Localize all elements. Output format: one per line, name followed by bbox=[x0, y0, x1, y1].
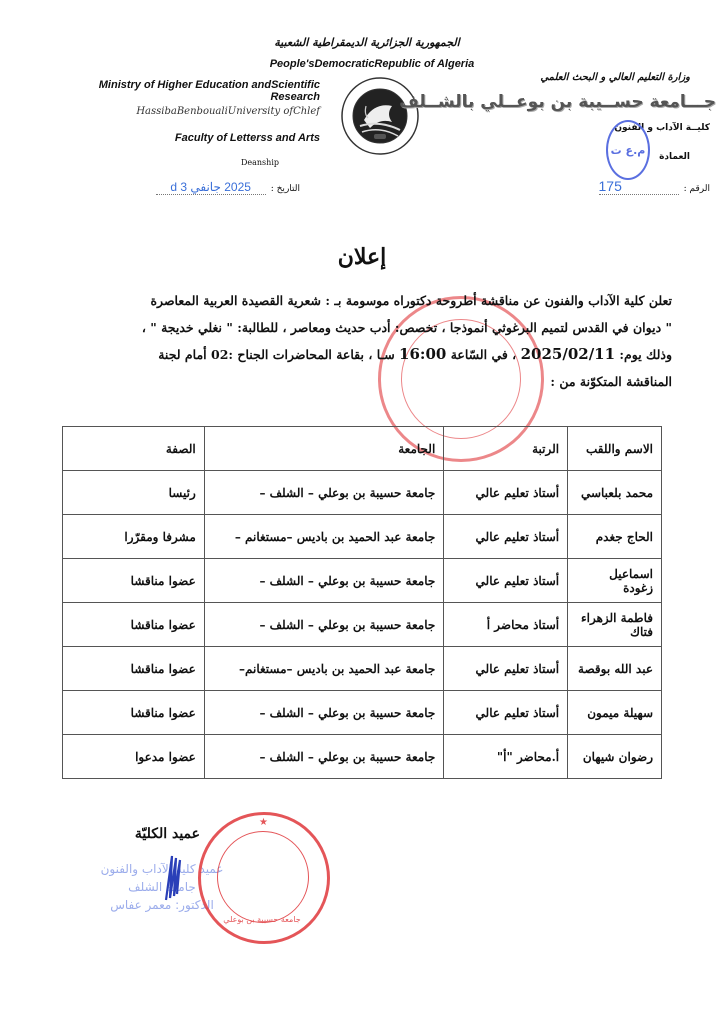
university-seal-icon bbox=[340, 76, 420, 156]
cell-university: جامعة حسيبة بن بوعلي – الشلف – bbox=[204, 603, 444, 647]
number-value: 175 bbox=[599, 178, 679, 195]
header-rank: الرتبة bbox=[444, 427, 568, 471]
cell-name: عبد الله بوقصة bbox=[568, 647, 662, 691]
jury-table bbox=[62, 426, 662, 779]
cell-name: محمد بلعباسي bbox=[568, 471, 662, 515]
cell-rank: أستاذ تعليم عالي bbox=[444, 471, 568, 515]
cell-university: جامعة حسيبة بن بوعلي – الشلف – bbox=[204, 559, 444, 603]
deanship-en: Deanship bbox=[240, 158, 279, 167]
number-label: الرقم : bbox=[683, 184, 710, 194]
cell-rank: أستاذ تعليم عالي bbox=[444, 691, 568, 735]
red-stamp-star-icon: ★ bbox=[259, 817, 268, 828]
cell-rank: أستاذ محاضر أ bbox=[444, 603, 568, 647]
received-stamp-text: م.ع ت bbox=[610, 143, 646, 157]
dean-stamp-line-2: جامعة الشلف bbox=[128, 880, 196, 894]
cell-name: اسماعيل زغودة bbox=[568, 559, 662, 603]
ministry-name-en: Ministry of Higher Education andScientific Research bbox=[98, 79, 320, 103]
table-row bbox=[63, 471, 662, 515]
signature-scribble-icon bbox=[158, 852, 188, 902]
cell-university: جامعة حسيبة بن بوعلي – الشلف – bbox=[204, 691, 444, 735]
line3-prefix: وذلك يوم: bbox=[619, 347, 672, 362]
cell-name: فاطمة الزهراء فتاك bbox=[568, 603, 662, 647]
cell-university: جامعة حسيبة بن بوعلي – الشلف – bbox=[204, 471, 444, 515]
received-stamp bbox=[606, 120, 650, 180]
announcement-line-3 bbox=[96, 341, 672, 368]
line3-mid: ، في السّاعة bbox=[450, 347, 517, 362]
red-stamp-bottom bbox=[198, 812, 330, 944]
cell-university: جامعة حسيبة بن بوعلي – الشلف – bbox=[204, 735, 444, 779]
cell-role: عضوا مناقشا bbox=[63, 603, 205, 647]
cell-role: عضوا مناقشا bbox=[63, 691, 205, 735]
announcement-body bbox=[96, 287, 672, 395]
university-name-en: HassibaBenboualiUniversity ofChlef bbox=[136, 106, 320, 117]
university-name-ar: جـــامعة حســيبة بن بوعــلي بالشــلف bbox=[399, 92, 716, 112]
cell-role: عضوا مناقشا bbox=[63, 559, 205, 603]
line3-suffix: سـا ، بقاعة المحاضرات الجناح :02 أمام لجنة bbox=[158, 347, 395, 362]
table-header-row bbox=[63, 427, 662, 471]
reference-number-field bbox=[580, 176, 710, 195]
ministry-name-ar: وزارة التعليم العالي و البحث العلمي bbox=[540, 72, 690, 83]
republic-name-ar: الجمهورية الجزائرية الديمقراطية الشعبية bbox=[274, 36, 460, 49]
defense-time: 16:00 bbox=[399, 345, 447, 363]
header-university: الجامعة bbox=[204, 427, 444, 471]
cell-rank: أ.محاضر "أ" bbox=[444, 735, 568, 779]
table-row bbox=[63, 603, 662, 647]
republic-name-en: People'sDemocraticRepublic of Algeria bbox=[269, 58, 475, 70]
table-row bbox=[63, 515, 662, 559]
red-stamp-bottom-inner-ring bbox=[217, 831, 309, 923]
cell-rank: أستاذ تعليم عالي bbox=[444, 559, 568, 603]
cell-name: الحاج جغدم bbox=[568, 515, 662, 559]
header-role: الصفة bbox=[63, 427, 205, 471]
date-value: 2025 جانفي 3 d bbox=[156, 180, 266, 195]
announcement-line-4: المناقشة المتكوّنة من : bbox=[550, 374, 672, 389]
announcement-line-1: تعلن كلية الآداب والفنون عن مناقشة أطروحة دكتوراه موسومة بـ : شعرية القصيدة العربية المعاصرة bbox=[150, 293, 672, 308]
table-row bbox=[63, 691, 662, 735]
cell-role: رئيسا bbox=[63, 471, 205, 515]
dean-stamp-line-3: الدكتور: معمر عفاس bbox=[110, 898, 214, 912]
cell-rank: أستاذ تعليم عالي bbox=[444, 647, 568, 691]
table-row bbox=[63, 647, 662, 691]
announcement-title: إعلان bbox=[337, 244, 387, 270]
table-row bbox=[63, 735, 662, 779]
announcement-line-2: " ديوان في القدس لتميم البرغوثي أنموذجا ، تخصص: أدب حديث ومعاصر ، للطالبة: " نغلي خديجة " ، bbox=[141, 320, 672, 335]
dean-signature bbox=[158, 852, 188, 902]
cell-name: رضوان شيهان bbox=[568, 735, 662, 779]
faculty-name-ar: كليــة الآداب و الفنون bbox=[614, 123, 710, 133]
cell-name: سهيلة ميمون bbox=[568, 691, 662, 735]
dean-title: عميد الكليّة bbox=[134, 826, 200, 842]
date-field bbox=[140, 176, 300, 195]
table-row bbox=[63, 559, 662, 603]
faculty-name-en: Faculty of Letterss and Arts bbox=[174, 132, 320, 144]
red-stamp-bottom-text: جامعة حسيبة بن بوعلي bbox=[223, 915, 301, 924]
dean-stamp-line-1: عميد كلية الآداب والفنون bbox=[100, 862, 224, 876]
date-label: التاريخ : bbox=[270, 184, 300, 194]
cell-role: مشرفا ومقرّرا bbox=[63, 515, 205, 559]
university-logo bbox=[340, 76, 420, 156]
cell-role: عضوا مناقشا bbox=[63, 647, 205, 691]
cell-university: جامعة عبد الحميد بن باديس –مستغانم – bbox=[204, 515, 444, 559]
deanship-ar: العمادة bbox=[659, 152, 690, 162]
cell-university: جامعة عبد الحميد بن باديس –مستغانم– bbox=[204, 647, 444, 691]
header-name: الاسم واللقب bbox=[568, 427, 662, 471]
cell-rank: أستاذ تعليم عالي bbox=[444, 515, 568, 559]
defense-date: 2025/02/11 bbox=[520, 345, 616, 363]
cell-role: عضوا مدعوا bbox=[63, 735, 205, 779]
